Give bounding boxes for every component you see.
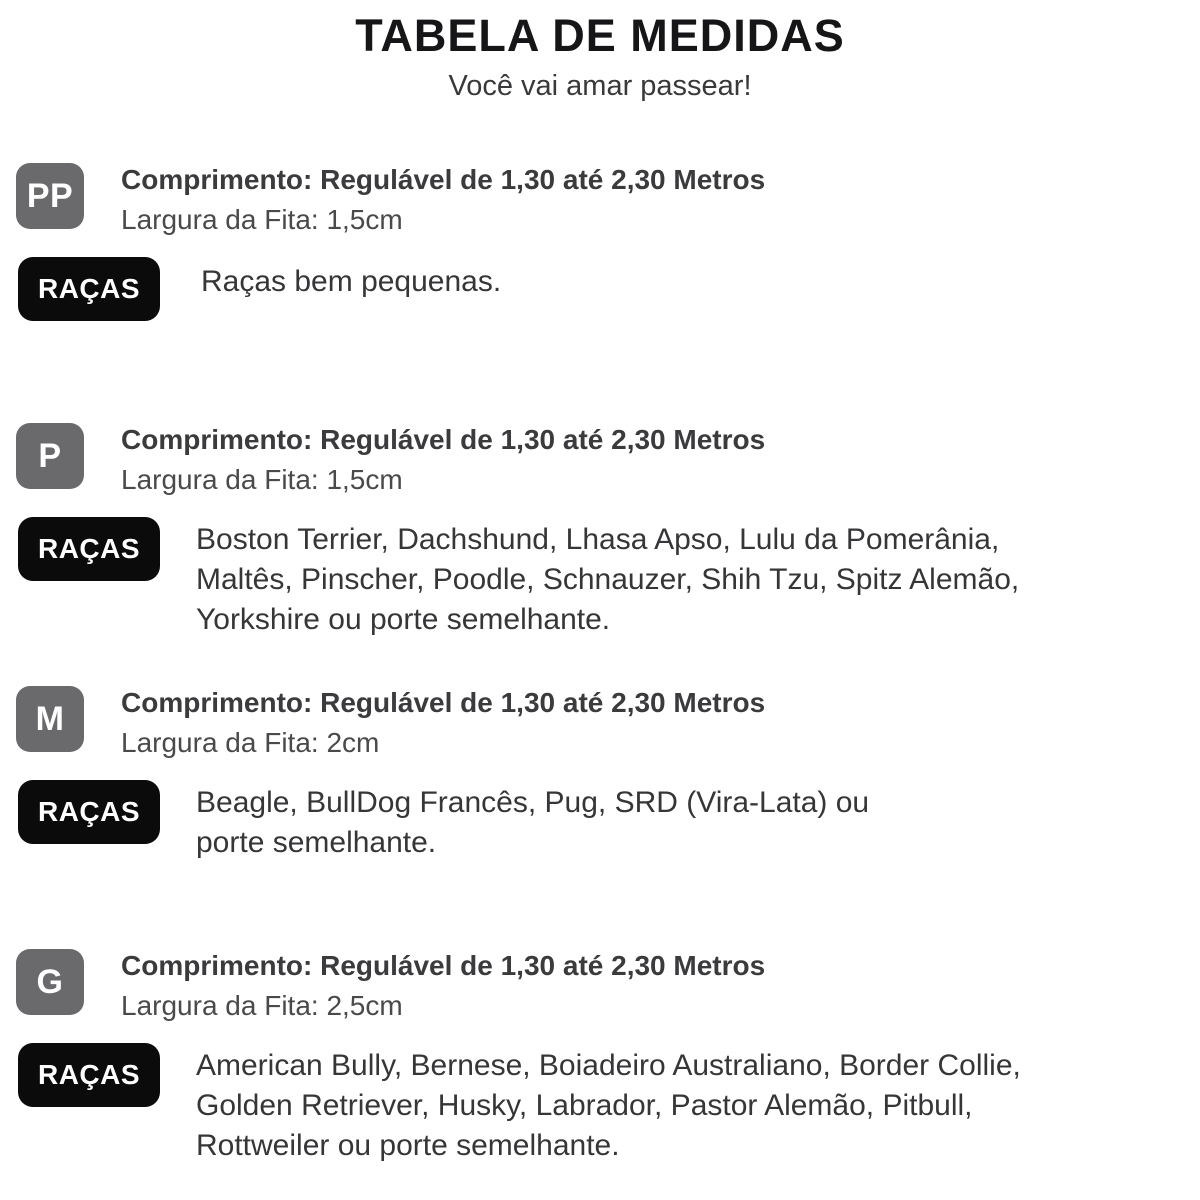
breeds-label-badge-p: RAÇAS <box>18 517 160 581</box>
length-text-g: Comprimento: Regulável de 1,30 até 2,30 Metros <box>121 950 766 981</box>
breeds-text-g <box>196 1046 1021 1166</box>
strap-width-text-g: Largura da Fita: 2,5cm <box>121 990 403 1021</box>
size-badge-g: G <box>16 949 84 1015</box>
strap-width-text-p: Largura da Fita: 1,5cm <box>121 464 403 495</box>
length-text-p: Comprimento: Regulável de 1,30 até 2,30 Metros <box>121 424 766 455</box>
strap-width-text-m: Largura da Fita: 2cm <box>121 727 380 758</box>
page-title: TABELA DE MEDIDAS <box>355 10 845 61</box>
breeds-line: porte semelhante. <box>196 826 437 859</box>
breeds-label-badge-g: RAÇAS <box>18 1043 160 1107</box>
length-text-m: Comprimento: Regulável de 1,30 até 2,30 Metros <box>121 687 766 718</box>
size-badge-m: M <box>16 686 84 752</box>
breeds-line: Beagle, BullDog Francês, Pug, SRD (Vira-Lata) ou <box>196 786 870 819</box>
breeds-line: Yorkshire ou porte semelhante. <box>196 603 611 636</box>
page-subtitle: Você vai amar passear! <box>448 70 752 102</box>
size-badge-pp: PP <box>16 163 84 229</box>
header <box>0 0 1200 103</box>
breeds-line: Raças bem pequenas. <box>201 265 502 298</box>
breeds-line: Rottweiler ou porte semelhante. <box>196 1129 620 1162</box>
breeds-text-m <box>196 783 869 863</box>
breeds-line: American Bully, Bernese, Boiadeiro Australiano, Border Collie, <box>196 1049 1021 1082</box>
size-badge-p: P <box>16 423 84 489</box>
breeds-line: Boston Terrier, Dachshund, Lhasa Apso, Lulu da Pomerânia, <box>196 523 1000 556</box>
length-text-pp: Comprimento: Regulável de 1,30 até 2,30 Metros <box>121 164 766 195</box>
breeds-text-pp <box>201 262 501 302</box>
breeds-line: Maltês, Pinscher, Poodle, Schnauzer, Shih Tzu, Spitz Alemão, <box>196 563 1020 596</box>
breeds-label-badge-m: RAÇAS <box>18 780 160 844</box>
strap-width-text-pp: Largura da Fita: 1,5cm <box>121 204 403 235</box>
breeds-label-badge-pp: RAÇAS <box>18 257 160 321</box>
breeds-text-p <box>196 520 1019 640</box>
breeds-line: Golden Retriever, Husky, Labrador, Pastor Alemão, Pitbull, <box>196 1089 973 1122</box>
